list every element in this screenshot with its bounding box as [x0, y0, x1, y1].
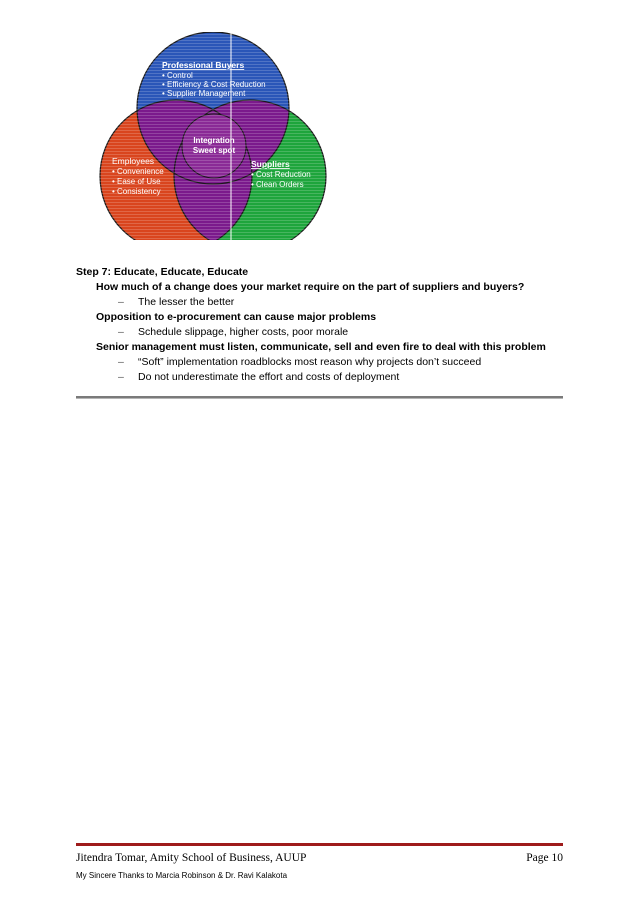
footer-author: Jitendra Tomar, Amity School of Business, AUUP — [76, 852, 307, 864]
footer-rule — [76, 843, 563, 846]
buyers-item: • Supplier Management — [162, 89, 246, 98]
page-number: Page 10 — [526, 852, 563, 864]
center-line2: Sweet spot — [192, 146, 236, 155]
point: Senior management must listen, communicate, sell and even fire to deal with this problem — [96, 341, 546, 353]
employees-item: • Ease of Use — [112, 177, 161, 186]
buyers-title: Professional Buyers — [162, 60, 245, 70]
buyers-item: • Control — [162, 71, 193, 80]
venn-diagram — [96, 32, 328, 240]
sub-point — [76, 295, 566, 310]
sub-point — [76, 325, 566, 340]
sub-point-text: “Soft” implementation roadblocks most reason why projects don’t succeed — [138, 356, 482, 368]
dash-marker: – — [118, 356, 124, 368]
step-section — [76, 265, 566, 385]
suppliers-item: • Cost Reduction — [251, 170, 311, 179]
dash-marker: – — [118, 296, 124, 308]
suppliers-title: Suppliers — [251, 159, 290, 169]
dash-marker: – — [118, 326, 124, 338]
sub-point-text: The lesser the better — [138, 296, 235, 308]
step-title: Step 7: Educate, Educate, Educate — [76, 266, 249, 278]
sub-point — [76, 355, 566, 370]
employees-item: • Consistency — [112, 187, 161, 196]
section-divider — [76, 396, 563, 399]
suppliers-item: • Clean Orders — [251, 180, 304, 189]
venn-svg — [96, 32, 328, 240]
footer-thanks: My Sincere Thanks to Marcia Robinson & Dr. Ravi Kalakota — [76, 871, 288, 880]
buyers-item: • Efficiency & Cost Reduction — [162, 80, 266, 89]
point: How much of a change does your market require on the part of suppliers and buyers? — [96, 281, 525, 293]
point: Opposition to e-procurement can cause major problems — [96, 311, 377, 323]
center-line1: Integration — [193, 136, 235, 145]
employees-item: • Convenience — [112, 167, 164, 176]
dash-marker: – — [118, 371, 124, 383]
sub-point — [76, 370, 566, 385]
sub-point-text: Schedule slippage, higher costs, poor morale — [138, 326, 349, 338]
sub-point-text: Do not underestimate the effort and costs of deployment — [138, 371, 400, 383]
employees-title: Employees — [112, 156, 155, 166]
